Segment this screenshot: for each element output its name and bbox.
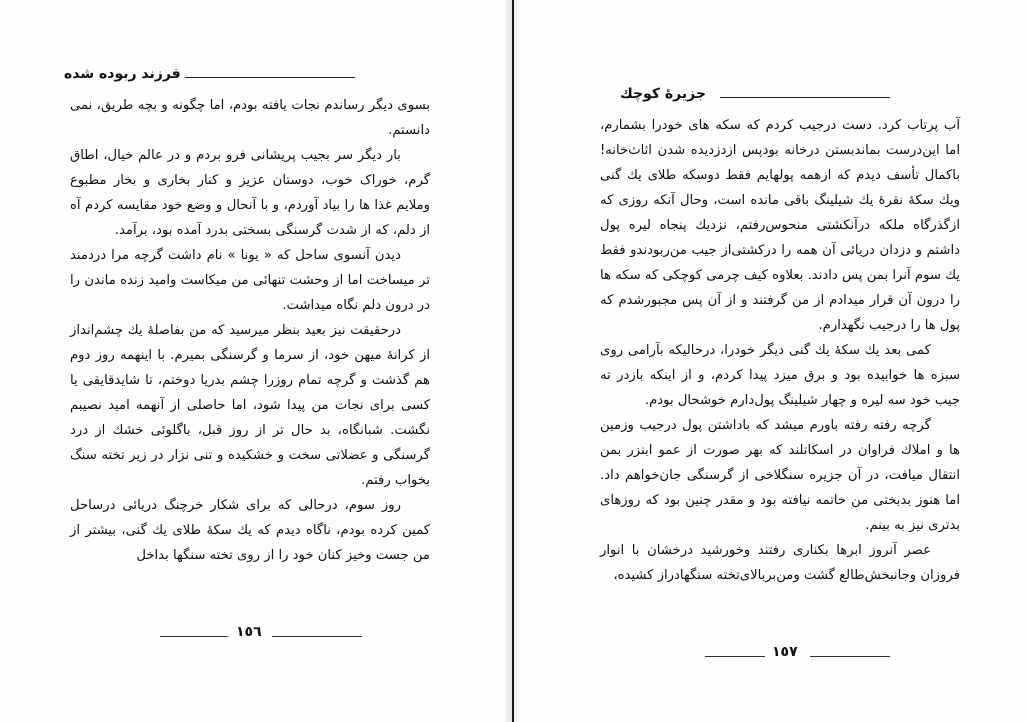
- left-page: [0, 0, 505, 722]
- paragraph: عصر آنروز ابرها بکناری رفتند وخورشید درخشان با انوار فروزان وجانبخش‌طالع گشت ومن‌بربالای‌تخته سنگهادراز کشیده،: [600, 543, 960, 583]
- paragraph: بسوی دیگر رساندم نجات یافته بودم، اما چگونه و بچه طریق، نمی دانستم.: [70, 98, 430, 138]
- paragraph: کمی بعد یك سکهٔ یك گنی دیگر خودرا، درحالیکه بآرامی روی سبزه ها خوابیده بود و برق میزد پیدا کردم، و از اینکه بازدر ته جیب خود سه لیره و چهار شیلینگ پول‌دارم خوشحال بودم.: [600, 343, 960, 408]
- paragraph: روز سوم، درحالی که برای شکار خرچنگ دریائی درساحل کمین کرده بودم، ناگاه دیدم که یك سکهٔ طلای یك گنی، بیشتر از من جست وخیز کنان خود را از روی تخته سنگها بداخل: [70, 498, 430, 563]
- left-page-text: [70, 93, 430, 568]
- folio-rule-right-b: [810, 656, 890, 657]
- paragraph: درحقیقت نیز بعید بنظر میرسید که من بفاصلهٔ یك چشم‌انداز از کرانهٔ میهن خود، از سرما و گرسنگی بمیرم. با اینهمه روز دوم هم گذشت و گرچه تمام روزرا چشم بدریا دوختم، تا شایدقایقی یا کسی برای نجات من پیدا شود، اما حاصلی از آنهمه امید نصیبم نگشت. شبانگاه، بد حال تر از روز قبل، باگلوئی خشك از درد گرسنگی و عضلاتی سخت و خشکیده و تنی نزار در زیر تخته سنگ بخواب رفتم.: [70, 323, 430, 488]
- folio-rule-left-b: [272, 636, 362, 637]
- paragraph: آب پرتاب کرد. دست درجیب کردم که سکه های خودرا بشمارم، اما این‌درست بماندبستن درخانه بودپس ازدزدیده شدن اثاث‌خانه! باکمال تأسف دیدم که ازهمه پولهایم فقط دوسکه طلای یك گنی ویك سکهٔ نقرهٔ یك شیلینگ باقی مانده است، وحال آنکه روزی که ازگذرگاه ملکه درآنکشتی منحوس‌رفتم، نزدیك پنجاه لیره پول داشتم و دزدان دریائی آن همه را درکشتی‌از جیب من‌ربودندو فقط یك سوم آنرا بمن پس دادند. بعلاوه کیف چرمی کوچکی که سکه ها را درون آن قرار میدادم از من گرفتند و از آن پس مجبورشدم که پول ها را درجیب نگهدارم.: [600, 118, 960, 333]
- page-number-left: ١٥٦: [236, 624, 262, 640]
- page-divider: [512, 0, 514, 722]
- right-page-text: [600, 113, 960, 588]
- head-rule-right: [720, 97, 890, 98]
- head-rule-left: [185, 77, 355, 78]
- paragraph: دیدن آنسوی ساحل که « یونا » نام داشت گرچه مرا دردمند تر میساخت اما از وحشت تنهائی من میکاست وامید زنده ماندن را در درون دلم نگاه میداشت.: [70, 248, 430, 313]
- right-page: [520, 0, 1027, 722]
- page-number-right: ١٥٧: [772, 644, 798, 660]
- running-head-right: جزیرهٔ کوچك: [620, 86, 706, 102]
- running-head-left: فرزند ربوده شده: [64, 66, 181, 82]
- paragraph: گرچه رفته رفته باورم میشد که باداشتن پول درجیب وزمین ها و املاك فراوان در اسکاتلند که بهر صورت از عمو ابنزر بمن انتقال میافت، در آن جزیره سنگلاخی از گرسنگی جان‌خواهم داد. اما هنوز بدبختی من خاتمه نیافته بود و مقدر چنین بود که روزهای بدتری نیز به بینم.: [600, 418, 960, 533]
- paragraph: بار دیگر سر بجیب پریشانی فرو بردم و در عالم خیال، اطاق گرم، خوراک خوب، دوستان عزیز و کنار بخاری و بخار مطبوع وملایم غذا ها را بیاد آوردم، و با آنحال و وضع خود مقایسه کردم آه از دلم، که از شدت گرسنگی بسختی بدرد آمده بود، برآمد.: [70, 148, 430, 238]
- folio-rule-right-a: [705, 656, 765, 657]
- folio-rule-left-a: [160, 636, 228, 637]
